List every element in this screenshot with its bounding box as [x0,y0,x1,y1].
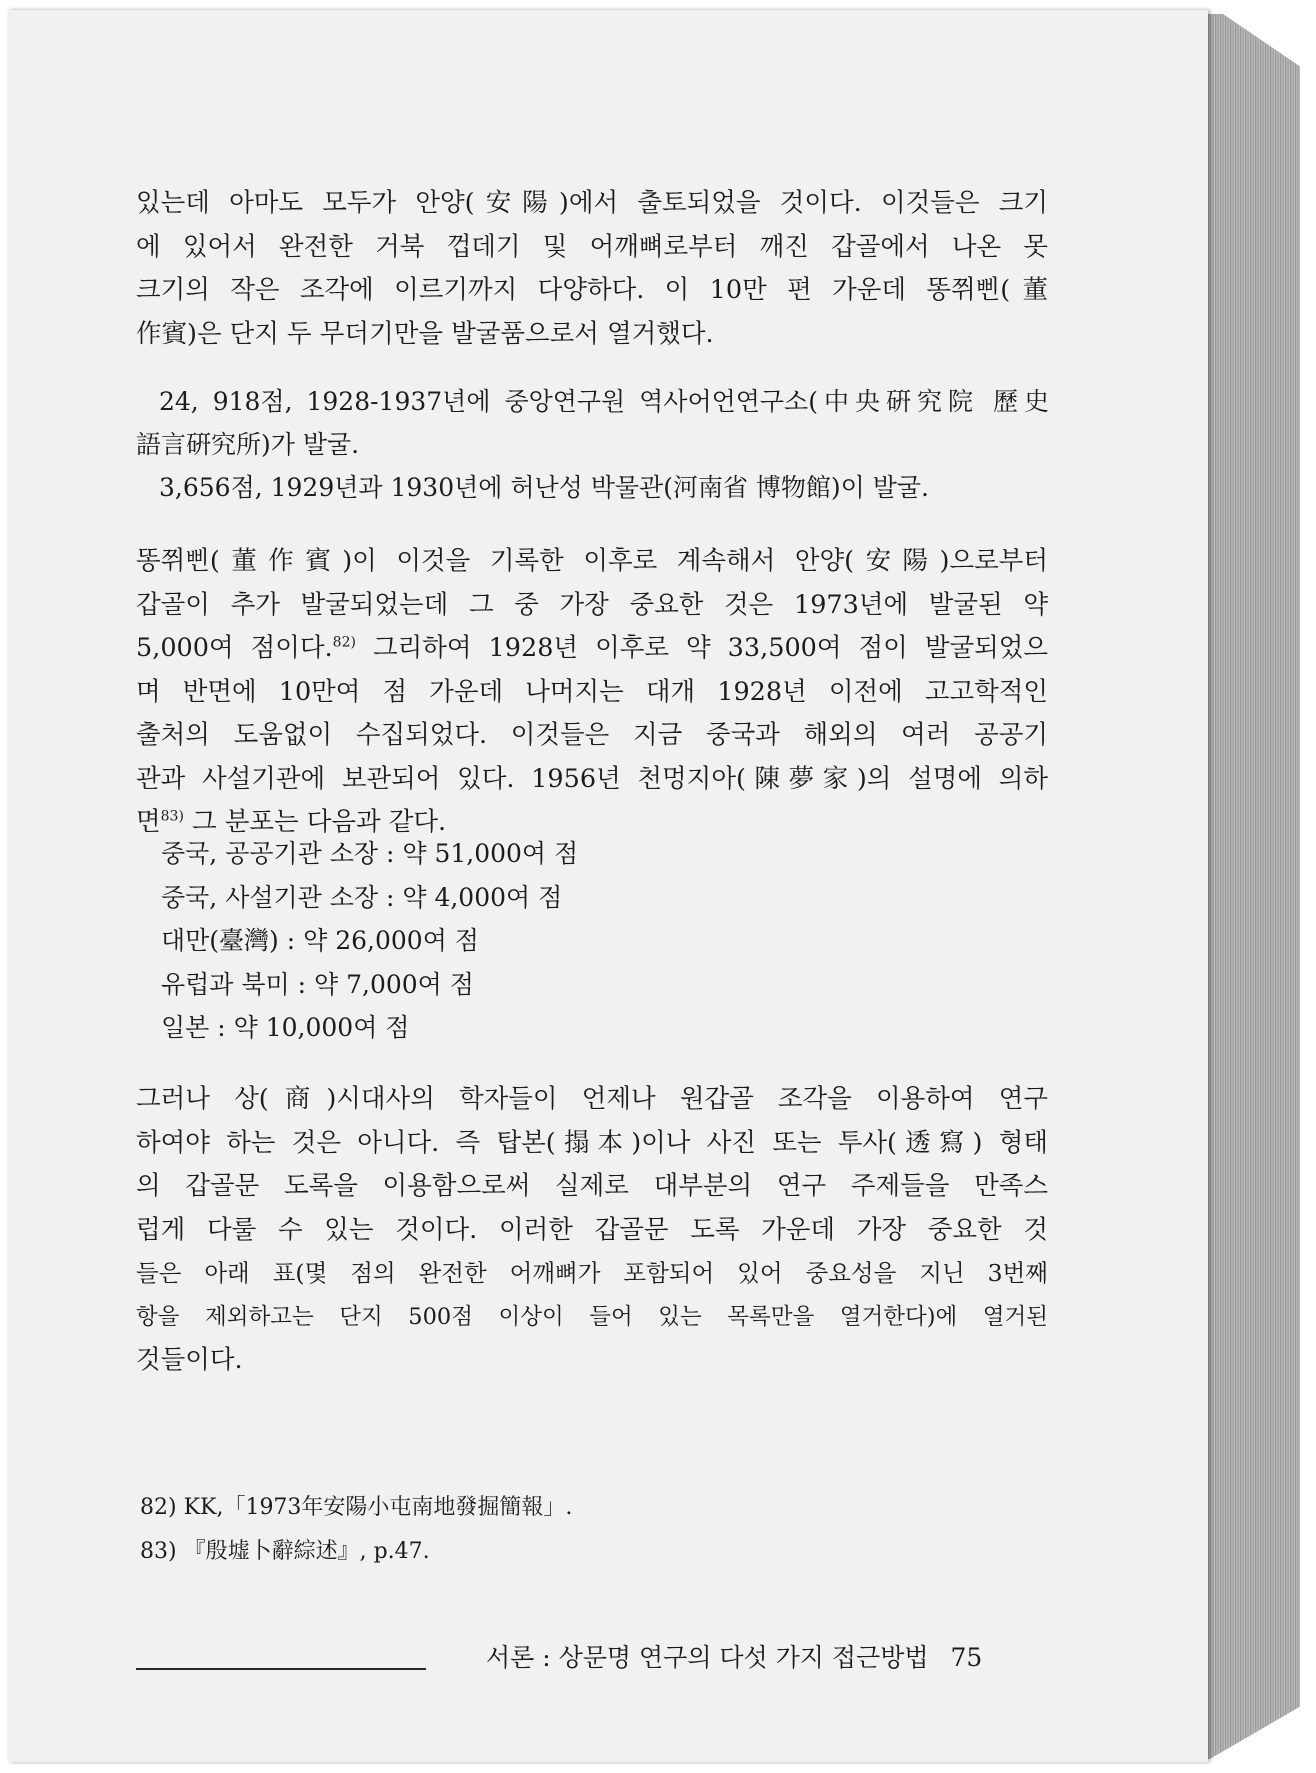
paragraph-1 [136,182,1048,356]
text-line: 럽게 다룰 수 있는 것이다. 이러한 갑골문 도록 가운데 가장 중요한 것 [136,1214,1048,1245]
footnote-rule [136,1668,426,1670]
distribution-item: 유럽과 북미 : 약 7,000여 점 [161,970,474,999]
book-page [8,10,1208,1762]
text-line: 갑골이 추가 발굴되었는데 그 중 가장 중요한 것은 1973년에 발굴된 약 [136,589,1048,620]
text-line: 크기의 작은 조각에 이르기까지 다양하다. 이 10만 편 가운데 똥쮜삔(董 [136,275,1048,305]
running-header [486,1638,982,1674]
footnote-83 [140,1534,430,1565]
text-segment: 그리하여 1928년 이후로 약 33,500여 점이 발굴되었으 [372,633,1048,663]
footnote-text: KK,「1973年安陽小屯南地發掘簡報」. [183,1495,573,1520]
text-line: 들은 아래 표(몇 점의 완전한 어깨뼈가 포함되어 있어 중요성을 지닌 3번째 [136,1259,1048,1287]
paragraph-3 [136,1078,1048,1383]
text-segment: 그 분포는 다음과 같다. [183,807,447,837]
text-line: 에 있어서 완전한 거북 껍데기 및 어깨뼈로부터 깨진 갑골에서 나온 못 [136,231,1048,262]
page-number: 75 [950,1643,983,1672]
text-line: 출처의 도움없이 수집되었다. 이것들은 지금 중국과 해외의 여러 공공기 [136,720,1048,750]
excavation-entry-1-line1: 24, 918점, 1928-1937년에 중앙연구원 역사어언연구소(中央硏究院 歷史 [159,387,1049,416]
text-line: 것들이다. [136,1345,243,1375]
excavation-entry-2: 3,656점, 1929년과 1930년에 허난성 박물관(河南省 博物館)이 발굴. [159,473,929,502]
distribution-item: 일본 : 약 10,000여 점 [161,1013,410,1042]
text-line: 똥쮜삔(董作賓)이 이것을 기록한 이후로 계속해서 안양(安陽)으로부터 [136,546,1048,576]
footnote-ref-82: 82) [332,634,356,651]
text-line: 의 갑골문 도록을 이용함으로써 실제로 대부분의 연구 주제들을 만족스 [136,1171,1048,1201]
distribution-item: 중국, 사설기관 소장 : 약 4,000여 점 [161,883,563,912]
text-line: 있는데 아마도 모두가 안양(安陽)에서 출토되었을 것이다. 이것들은 크기 [136,188,1048,218]
distribution-item: 중국, 공공기관 소장 : 약 51,000여 점 [161,839,579,868]
excavation-entry-1-line2: 語言硏究所)가 발굴. [136,430,360,459]
chapter-title: 서론 : 상문명 연구의 다섯 가지 접근방법 [486,1643,929,1672]
text-line [136,627,1048,671]
footnote-ref-83: 83) [160,808,184,825]
text-line: 관과 사설기관에 보관되어 있다. 1956년 천멍지아(陳夢家)의 설명에 의하 [136,763,1048,794]
footnote-number: 83) [140,1539,177,1564]
text-line: 며 반면에 10만여 점 가운데 나머지는 대개 1928년 이전에 고고학적인 [136,676,1048,707]
paragraph-2 [136,540,1048,845]
distribution-item: 대만(臺灣) : 약 26,000여 점 [161,926,479,955]
footnote-text: 『殷墟卜辭綜述』, p.47. [183,1539,430,1564]
text-line: 하여야 하는 것은 아니다. 즉 탑본(搨本)이나 사진 또는 투사(透寫) 형태 [136,1127,1048,1158]
text-line: 항을 제외하고는 단지 500점 이상이 들어 있는 목록만을 열거한다)에 열거된 [136,1303,1048,1330]
footnote-number: 82) [140,1495,177,1520]
text-segment: 면 [136,807,161,837]
text-segment: 5,000여 점이다. [136,633,333,663]
text-line: 作賓)은 단지 두 무더기만을 발굴품으로서 열거했다. [136,318,714,349]
text-line: 그러나 상(商)시대사의 학자들이 언제나 원갑골 조각을 이용하여 연구 [136,1084,1048,1114]
footnote-82 [140,1490,572,1521]
